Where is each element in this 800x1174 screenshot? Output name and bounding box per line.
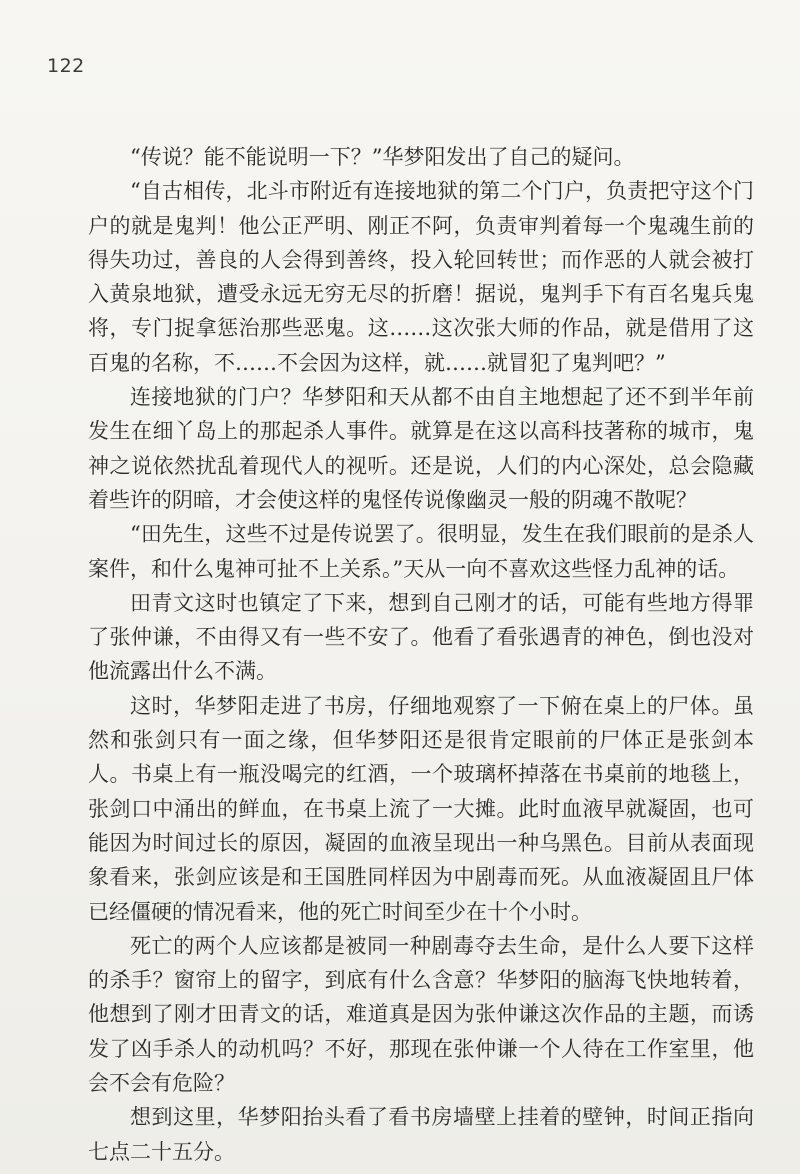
paragraph: 田青文这时也镇定了下来，想到自己刚才的话，可能有些地方得罪了张仲谦，不由得又有一些不安了。他看了看张遇青的神色，倒也没对他流露出什么不满。 (88, 590, 754, 684)
paragraph: “自古相传，北斗市附近有连接地狱的第二个门户，负责把守这个门户的就是鬼判！他公正严明、刚正不阿，负责审判着每一个鬼魂生前的得失功过，善良的人会得到善终，投入轮回转世；而作恶的人就会被打入黄泉地狱，遭受永远无穷无尽的折磨！据说，鬼判手下有百名鬼兵鬼将，专门捉拿惩治那些恶鬼。这……这次张大师的作品，就是借用了这百鬼的名称，不……不会因为这样，就……就冒犯了鬼判吧？” (88, 179, 754, 375)
paragraph: 想到这里，华梦阳抬头看了看书房墙壁上挂着的壁钟，时间正指向七点二十五分。 (88, 1105, 754, 1164)
paragraph: “传说？能不能说明一下？”华梦阳发出了自己的疑问。 (130, 145, 635, 169)
paragraph: “田先生，这些不过是传说罢了。很明显，发生在我们眼前的是杀人案件，和什么鬼神可扯不上关系。”天从一向不喜欢这些怪力乱神的话。 (88, 522, 754, 581)
paragraph: 连接地狱的门户？华梦阳和天从都不由自主地想起了还不到半年前发生在细丫岛上的那起杀人事件。就算是在这以高科技著称的城市，鬼神之说依然扰乱着现代人的视听。还是说，人们的内心深处，总会隐藏着些许的阴暗，才会使这样的鬼怪传说像幽灵一般的阴魂不散呢？ (88, 385, 754, 512)
body-text (88, 140, 754, 1169)
paragraph: 这时，华梦阳走进了书房，仔细地观察了一下俯在桌上的尸体。虽然和张剑只有一面之缘，但华梦阳还是很肯定眼前的尸体正是张剑本人。书桌上有一瓶没喝完的红酒，一个玻璃杯掉落在书桌前的地毯上，张剑口中涌出的鲜血，在书桌上流了一大摊。此时血液早就凝固，也可能因为时间过长的原因，凝固的血液呈现出一种乌黑色。目前从表面现象看来，张剑应该是和王国胜同样因为中剧毒而死。从血液凝固且尸体已经僵硬的情况看来，他的死亡时间至少在十个小时。 (88, 693, 754, 924)
page-number: 122 (47, 55, 85, 77)
paragraph: 死亡的两个人应该都是被同一种剧毒夺去生命，是什么人要下这样的杀手？窗帘上的留字，到底有什么含意？华梦阳的脑海飞快地转着，他想到了刚才田青文的话，难道真是因为张仲谦这次作品的主题，而诱发了凶手杀人的动机吗？不好，那现在张仲谦一个人待在工作室里，他会不会有危险？ (88, 933, 754, 1096)
